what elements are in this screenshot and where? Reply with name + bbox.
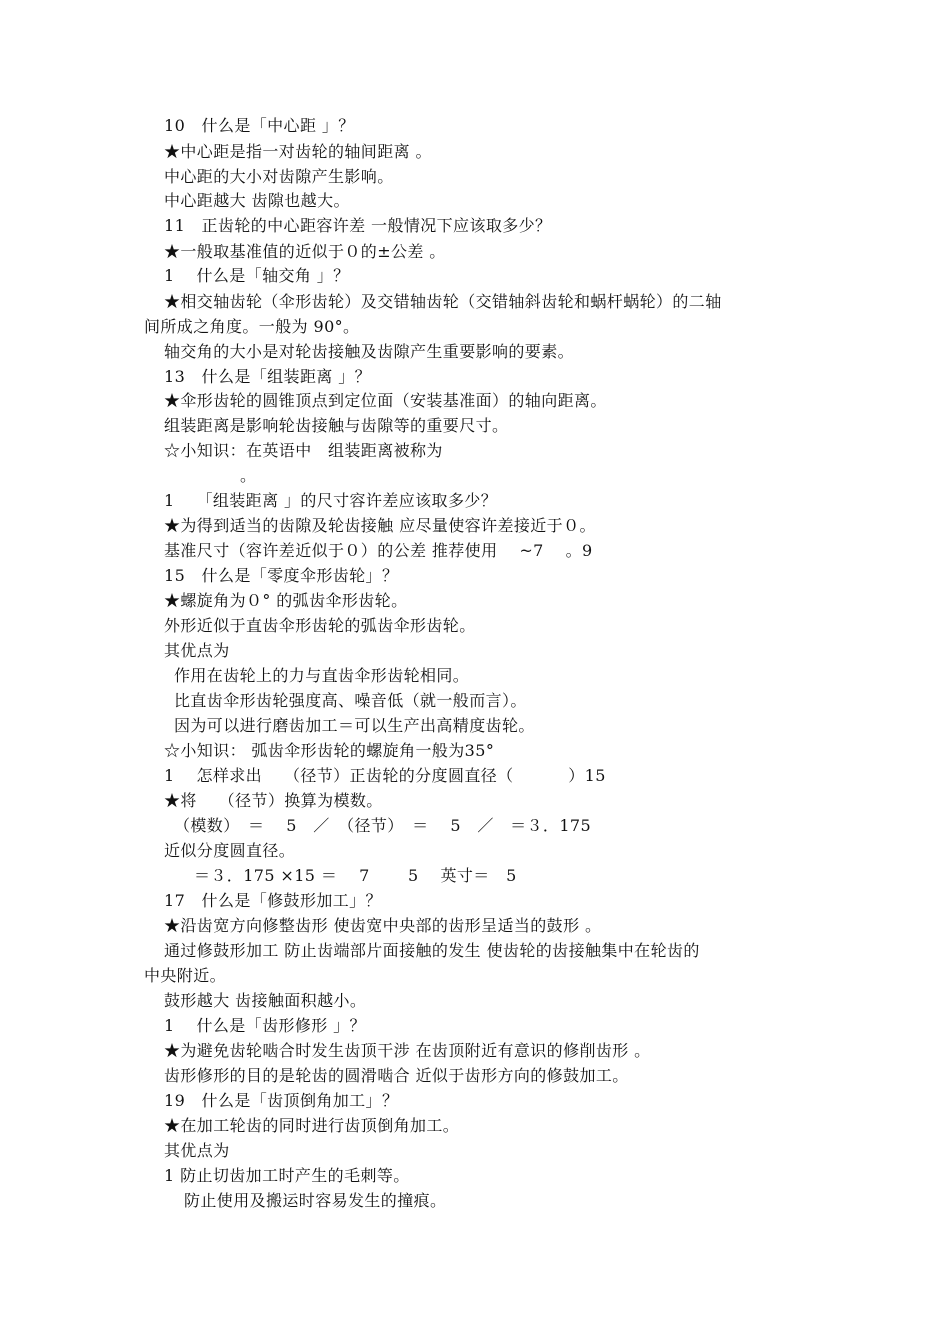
- answer-18-line-1: ★为避免齿轮啮合时发生齿顶干涉 在齿顶附近有意识的修削齿形 。: [164, 1041, 651, 1060]
- answer-16-line-2: 近似分度圆直径。: [164, 841, 296, 860]
- answer-17-line-3: 中央附近。: [144, 966, 227, 985]
- answer-18-line-2: 齿形修形的目的是轮齿的圆滑啮合 近似于齿形方向的修鼓加工。: [164, 1066, 629, 1085]
- question-17-heading: 17 什么是「修鼓形加工」？: [164, 891, 382, 910]
- question-16-heading: 1 怎样求出 （径节）正齿轮的分度圆直径（ ）15: [164, 766, 606, 785]
- tip-13-line-2: 。: [240, 466, 257, 485]
- answer-14-line-1: ★为得到适当的齿隙及轮齿接触 应尽量使容许差接近于０。: [164, 516, 596, 535]
- answer-15-advantage-2: 比直齿伞形齿轮强度高、噪音低（就一般而言）。: [174, 691, 527, 710]
- answer-16-line-1: ★将 （径节）换算为模数。: [164, 791, 383, 810]
- question-11-heading: 11 正齿轮的中心距容许差 一般情况下应该取多少？: [164, 216, 552, 235]
- answer-10-line-1: ★中心距是指一对齿轮的轴间距离 。: [164, 142, 432, 161]
- answer-11-line-1: ★一般取基准值的近似于０的±公差 。: [164, 242, 446, 261]
- answer-17-line-4: 鼓形越大 齿接触面积越小。: [164, 991, 367, 1010]
- question-14-heading: 1 「组装距离 」的尺寸容许差应该取多少？: [164, 491, 498, 510]
- answer-12-line-2: 间所成之角度。一般为 90°。: [144, 317, 360, 336]
- answer-19-line-1: ★在加工轮齿的同时进行齿顶倒角加工。: [164, 1116, 460, 1135]
- answer-10-line-3: 中心距越大 齿隙也越大。: [164, 191, 350, 210]
- answer-15-advantage-3: 因为可以进行磨齿加工＝可以生产出高精度齿轮。: [174, 716, 535, 735]
- tip-15-line: ☆小知识： 弧齿伞形齿轮的螺旋角一般为35°: [164, 741, 495, 760]
- question-12-heading: 1 什么是「轴交角 」？: [164, 266, 350, 285]
- answer-16-formula-1: （模数） ＝ 5 ／ （径节） ＝ 5 ／ ＝３．175: [174, 816, 592, 835]
- question-10-heading: 10 什么是「中心距 」？: [164, 116, 355, 135]
- answer-15-advantage-1: 作用在齿轮上的力与直齿伞形齿轮相同。: [174, 666, 470, 685]
- tip-13-line-1: ☆小知识：在英语中 组装距离被称为: [164, 441, 443, 460]
- question-18-heading: 1 什么是「齿形修形 」？: [164, 1016, 366, 1035]
- answer-15-line-1: ★螺旋角为０° 的弧齿伞形齿轮。: [164, 591, 408, 610]
- question-15-heading: 15 什么是「零度伞形齿轮」？: [164, 566, 399, 585]
- answer-13-line-1: ★伞形齿轮的圆锥顶点到定位面（安装基准面）的轴向距离。: [164, 391, 607, 410]
- answer-12-line-1: ★相交轴齿轮（伞形齿轮）及交错轴齿轮（交错轴斜齿轮和蜗杆蜗轮）的二轴: [164, 292, 722, 311]
- answer-19-advantage-2: 防止使用及搬运时容易发生的撞痕。: [184, 1191, 447, 1210]
- answer-15-line-2: 外形近似于直齿伞形齿轮的弧齿伞形齿轮。: [164, 616, 476, 635]
- answer-10-line-2: 中心距的大小对齿隙产生影响。: [164, 167, 394, 186]
- answer-15-line-3: 其优点为: [164, 641, 230, 660]
- answer-12-line-3: 轴交角的大小是对轮齿接触及齿隙产生重要影响的要素。: [164, 342, 575, 361]
- answer-13-line-2: 组装距离是影响轮齿接触与齿隙等的重要尺寸。: [164, 416, 509, 435]
- question-19-heading: 19 什么是「齿顶倒角加工」？: [164, 1091, 399, 1110]
- answer-19-line-2: 其优点为: [164, 1141, 230, 1160]
- answer-17-line-2: 通过修鼓形加工 防止齿端部片面接触的发生 使齿轮的齿接触集中在轮齿的: [164, 941, 700, 960]
- answer-17-line-1: ★沿齿宽方向修整齿形 使齿宽中央部的齿形呈适当的鼓形 。: [164, 916, 602, 935]
- answer-16-formula-2: ＝３．175 ×15 ＝ 7 5 英寸＝ 5: [194, 866, 517, 885]
- answer-19-advantage-1: 1 防止切齿加工时产生的毛刺等。: [164, 1166, 410, 1185]
- question-13-heading: 13 什么是「组装距离 」？: [164, 367, 372, 386]
- answer-14-line-2: 基准尺寸（容许差近似于０）的公差 推荐使用 ~7 。9: [164, 541, 593, 560]
